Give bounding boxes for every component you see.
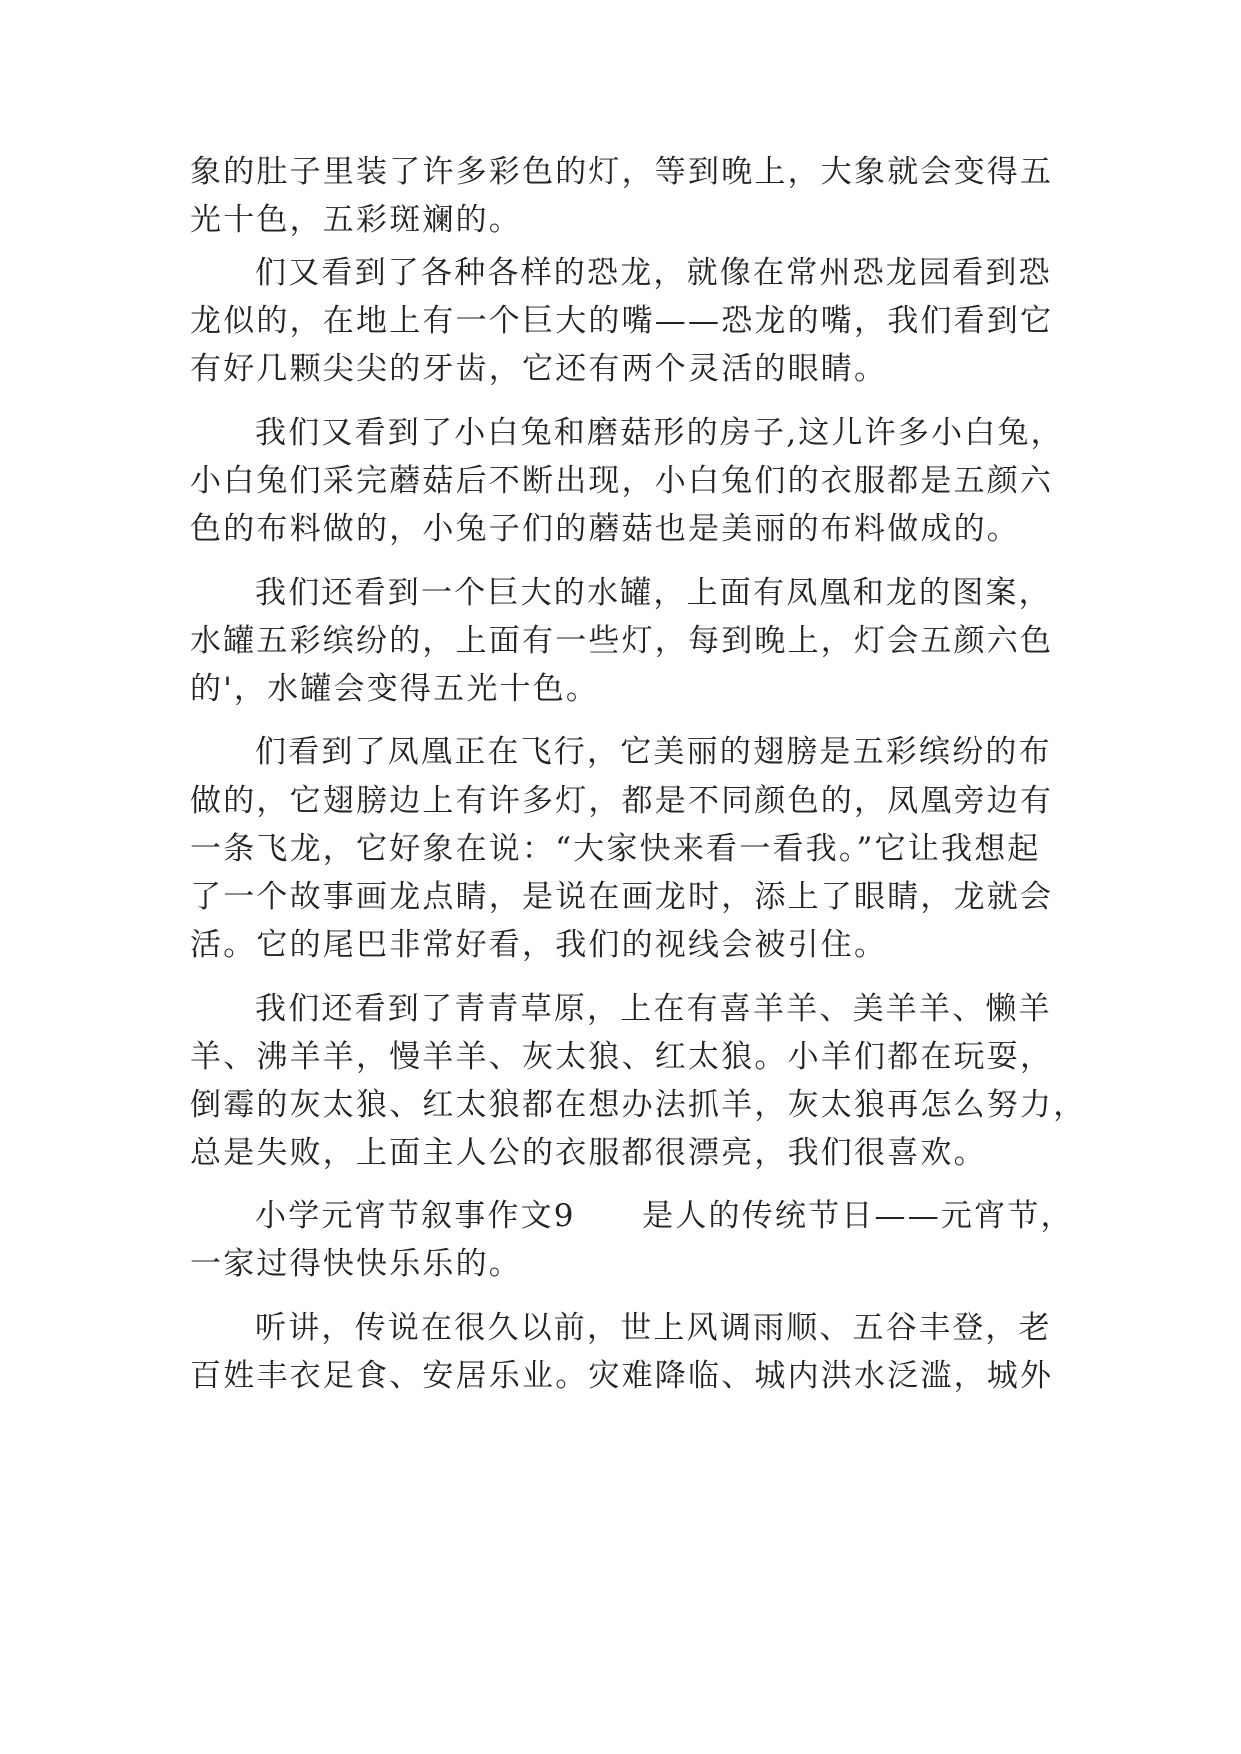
text-line: 们看到了凤凰正在飞行，它美丽的翅膀是五彩缤纷的布 bbox=[255, 734, 1052, 770]
text-line: 小白兔们采完蘑菇后不断出现，小白兔们的衣服都是五颜六 bbox=[190, 463, 1054, 499]
text-line: 倒霉的灰太狼、红太狼都在想办法抓羊，灰太狼再怎么努力， bbox=[190, 1087, 1087, 1123]
text-line: 有好几颗尖尖的牙齿，它还有两个灵活的眼睛。 bbox=[190, 351, 888, 387]
text-line: 我们还看到了青青草原，上在有喜羊羊、美羊羊、懒羊 bbox=[255, 991, 1052, 1027]
text-line: 了一个故事画龙点睛，是说在画龙时，添上了眼睛，龙就会 bbox=[190, 879, 1054, 915]
text-line: 听讲，传说在很久以前，世上风调雨顺、五谷丰登，老 bbox=[255, 1310, 1052, 1346]
text-line: 做的，它翅膀边上有许多灯，都是不同颜色的，凤凰旁边有 bbox=[190, 783, 1054, 819]
text-line: 小学元宵节叙事作文9 是人的传统节日——元宵节， bbox=[255, 1198, 1074, 1234]
text-line: 的'，水罐会变得五光十色。 bbox=[190, 671, 600, 707]
text-line: 光十色，五彩斑斓的。 bbox=[190, 202, 522, 238]
text-line: 一条飞龙，它好象在说：“大家快来看一看我。”它让我想起 bbox=[190, 831, 1041, 867]
text-line: 龙似的，在地上有一个巨大的嘴——恐龙的嘴，我们看到它 bbox=[190, 303, 1054, 339]
text-line: 我们又看到了小白兔和磨菇形的房子,这儿许多小白兔， bbox=[255, 415, 1064, 451]
text-line: 一家过得快快乐乐的。 bbox=[190, 1246, 522, 1282]
text-line: 我们还看到一个巨大的水罐，上面有凤凰和龙的图案， bbox=[255, 575, 1052, 611]
text-line: 色的布料做的，小兔子们的蘑菇也是美丽的布料做成的。 bbox=[190, 511, 1020, 547]
text-line: 们又看到了各种各样的恐龙，就像在常州恐龙园看到恐 bbox=[255, 255, 1052, 291]
text-line: 活。它的尾巴非常好看，我们的视线会被引住。 bbox=[190, 927, 888, 963]
text-line: 总是失败，上面主人公的衣服都很漂亮，我们很喜欢。 bbox=[190, 1135, 987, 1171]
text-line: 羊、沸羊羊，慢羊羊、灰太狼、红太狼。小羊们都在玩耍， bbox=[190, 1039, 1054, 1075]
text-line: 象的肚子里装了许多彩色的灯，等到晚上，大象就会变得五 bbox=[190, 154, 1054, 190]
text-line: 水罐五彩缤纷的，上面有一些灯，每到晚上，灯会五颜六色 bbox=[190, 623, 1054, 659]
text-line: 百姓丰衣足食、安居乐业。灾难降临、城内洪水泛滥，城外 bbox=[190, 1358, 1054, 1394]
